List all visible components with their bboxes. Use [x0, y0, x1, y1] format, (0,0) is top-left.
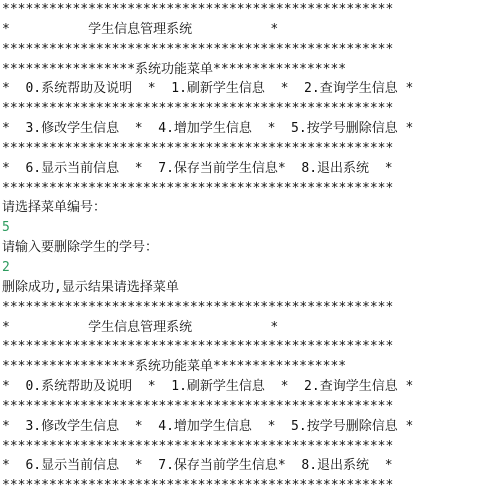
console-output-line: * 学生信息管理系统 * — [2, 319, 279, 335]
console-output-line: 请选择菜单编号： — [2, 200, 107, 216]
console-output-line: *****************系统功能菜单***************** — [2, 61, 347, 77]
console-output-line: ************************************************** — [2, 140, 394, 156]
console-output-line: * 6.显示当前信息 * 7.保存当前学生信息* 8.退出系统 * — [2, 458, 393, 474]
console-output-line: * 学生信息管理系统 * — [2, 21, 279, 37]
console-output-line: ************************************************** — [2, 478, 394, 494]
console-output[interactable] — [2, 0, 498, 498]
console-output-line: ************************************************** — [2, 299, 394, 315]
console-output-line: * 6.显示当前信息 * 7.保存当前学生信息* 8.退出系统 * — [2, 160, 393, 176]
console-output-line: ************************************************** — [2, 398, 394, 414]
console-output-line: ************************************************** — [2, 41, 394, 57]
console-input-line: 5 — [2, 220, 10, 236]
console-output-line: * 0.系统帮助及说明 * 1.刷新学生信息 * 2.查询学生信息 * — [2, 379, 414, 395]
console-output-line: 删除成功,显示结果请选择菜单 — [2, 279, 179, 295]
console-output-line: ************************************************** — [2, 101, 394, 117]
console-output-line: * 0.系统帮助及说明 * 1.刷新学生信息 * 2.查询学生信息 * — [2, 81, 414, 97]
console-output-line: * 3.修改学生信息 * 4.增加学生信息 * 5.按学号删除信息 * — [2, 418, 414, 434]
console-output-line: ************************************************** — [2, 180, 394, 196]
console-output-line: * 3.修改学生信息 * 4.增加学生信息 * 5.按学号删除信息 * — [2, 121, 414, 137]
console-output-line: ************************************************** — [2, 438, 394, 454]
console-output-line: *****************系统功能菜单***************** — [2, 359, 347, 375]
console-output-line: ************************************************** — [2, 2, 394, 17]
console-output-line: 请输入要删除学生的学号： — [2, 240, 159, 256]
console-input-line: 2 — [2, 259, 10, 275]
console-output-line: ************************************************** — [2, 339, 394, 355]
